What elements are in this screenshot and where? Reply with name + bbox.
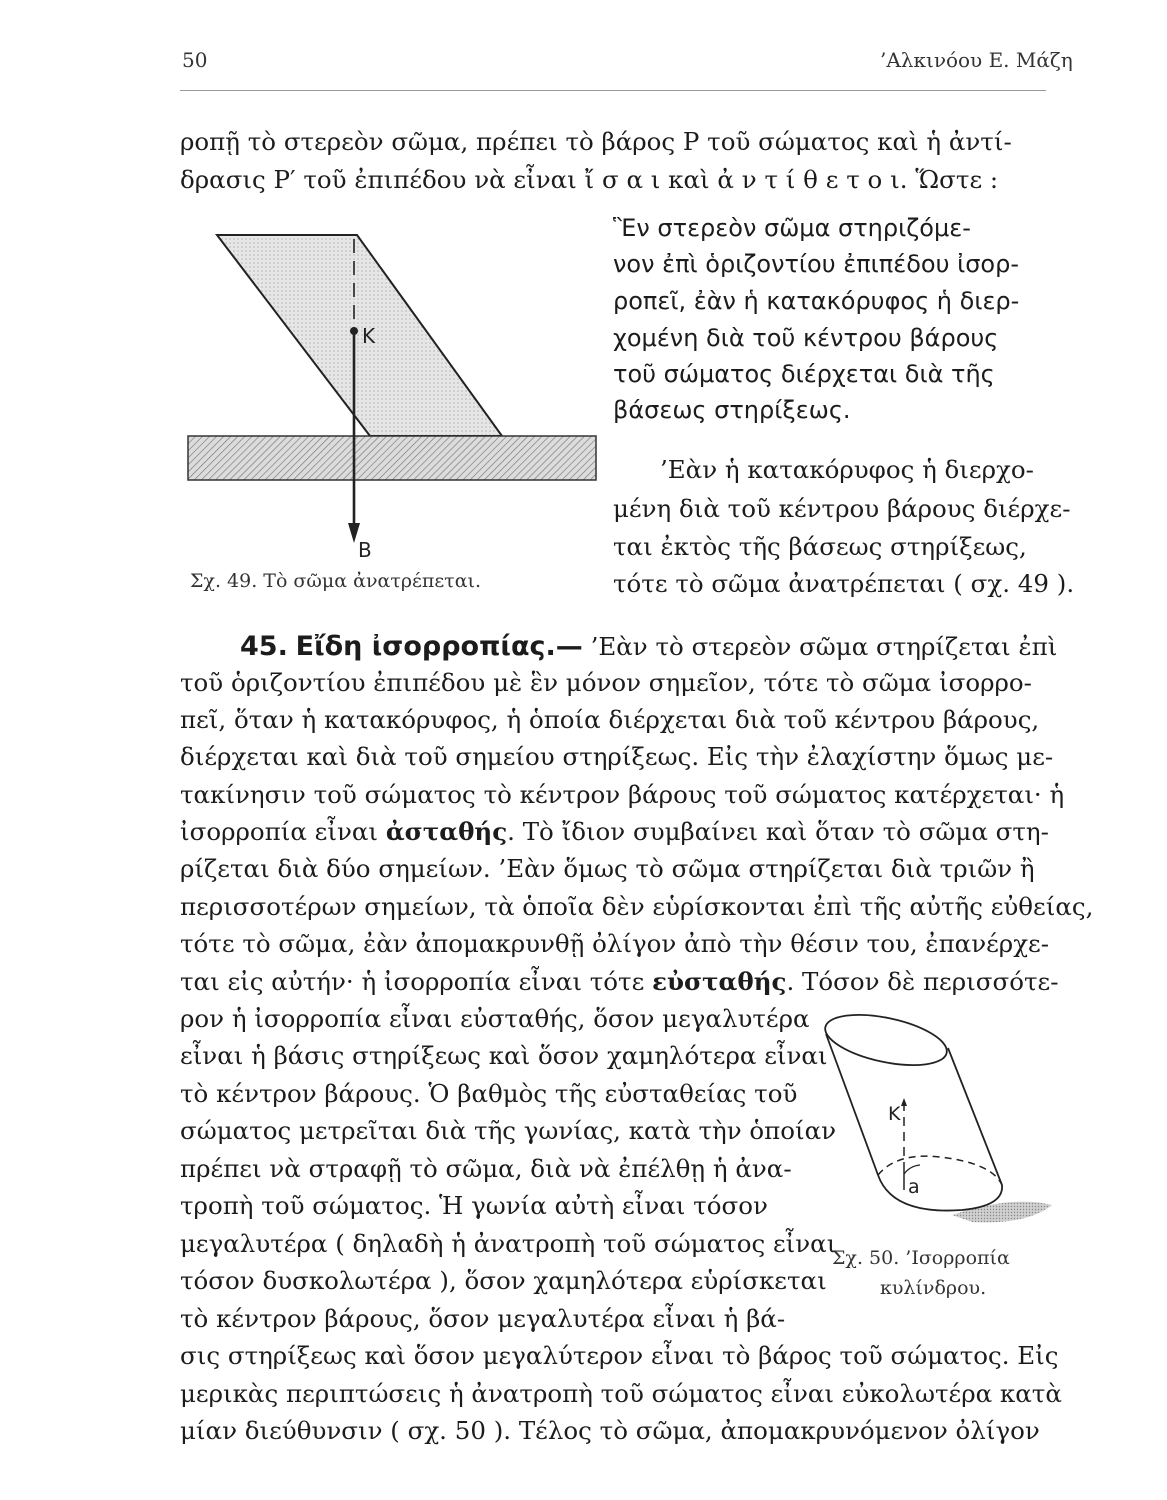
body-line: ρίζεται διὰ δύο σημείων. ’Εὰν ὅμως τὸ σῶμα στηρίζεται διὰ τριῶν ἢ	[180, 854, 1035, 883]
section-45-heading-line	[240, 633, 1057, 660]
body-line: μίαν διεύθυνσιν ( σχ. 50 ). Τέλος τὸ σῶμα, ἀπομακρυνόμενον ὀλίγον	[180, 1416, 1040, 1445]
ground-shadow	[952, 1202, 1052, 1223]
term-stable: εὐσταθής	[652, 967, 787, 996]
slanted-body	[217, 235, 502, 436]
body-line-unstable	[180, 817, 1049, 846]
body-line: μερικὰς περιπτώσεις ἡ ἀνατροπὴ τοῦ σώματος εἶναι εὐκολωτέρα κατὰ	[180, 1379, 1062, 1408]
center-of-mass-point	[350, 327, 358, 335]
rule-line: ροπεῖ, ἐὰν ἡ κατακόρυφος ἡ διερ-	[613, 287, 1020, 315]
rule-line: χομένη διὰ τοῦ κέντρου βάρους	[613, 324, 999, 352]
cylinder-side-right	[948, 1048, 1002, 1185]
text-run: . Τὸ ἴδιον συμβαίνει καὶ ὅταν τὸ σῶμα στη-	[507, 817, 1049, 846]
figure-50-caption-line2: κυλίνδρου.	[880, 1277, 987, 1299]
label-k: K	[888, 1103, 901, 1125]
running-title: ’Αλκινόου Ε. Μάζη	[880, 48, 1073, 72]
body-line: τὸ κέντρον βάρους. Ὁ βαθμὸς τῆς εὐσταθείας τοῦ	[180, 1079, 798, 1108]
cylinder-top	[821, 1010, 951, 1074]
cylinder-bottom-front	[878, 1175, 1002, 1211]
section-number: 45.	[240, 631, 288, 662]
body-line: μεγαλυτέρα ( δηλαδὴ ἡ ἀνατροπὴ τοῦ σώματος εἶναι	[180, 1229, 837, 1258]
rule-line: τοῦ σώματος διέρχεται διὰ τῆς	[613, 360, 995, 388]
term-unstable: ἀσταθής	[385, 817, 508, 846]
body-line: τότε τὸ σῶμα, ἐὰν ἀπομακρυνθῇ ὀλίγον ἀπὸ τὴν θέσιν του, ἐπανέρχε-	[180, 929, 1050, 958]
body-line: εἶναι ἡ βάσις στηρίξεως καὶ ὅσον χαμηλότερα εἶναι	[180, 1041, 828, 1070]
section-title: Εἴδη ἰσορροπίας.—	[295, 631, 583, 662]
figure-50-diagram	[812, 1010, 1062, 1250]
angle-arc	[904, 1165, 920, 1174]
page-number: 50	[182, 48, 208, 72]
section-first-line-rest: ’Εὰν τὸ στερεὸν σῶμα στηρίζεται ἐπὶ	[590, 632, 1058, 661]
body-line: σις στηρίξεως καὶ ὅσον μεγαλύτερον εἶναι τὸ βάρος τοῦ σώματος. Εἰς	[180, 1341, 1059, 1370]
body-line: τροπὴ τοῦ σώματος. Ἡ γωνία αὐτὴ εἶναι τόσον	[180, 1191, 768, 1220]
label-k: K	[362, 324, 376, 348]
label-a: a	[908, 1176, 920, 1198]
right-line: τότε τὸ σῶμα ἀνατρέπεται ( σχ. 49 ).	[613, 569, 1075, 598]
body-line: περισσοτέρων σημείων, τὰ ὁποῖα δὲν εὑρίσκονται ἐπὶ τῆς αὐτῆς εὐθείας,	[180, 892, 1094, 921]
right-line: ’Εὰν ἡ κατακόρυφος ἡ διερχο-	[660, 455, 1034, 484]
body-line: τακίνησιν τοῦ σώματος τὸ κέντρον βάρους τοῦ σώματος κατέρχεται· ἡ	[180, 780, 1065, 809]
intro-line: ροπῇ τὸ στερεὸν σῶμα, πρέπει τὸ βάρος P τοῦ σώματος καὶ ἡ ἀντί-	[180, 127, 1012, 156]
rule-line: νον ἐπὶ ὁριζοντίου ἐπιπέδου ἰσορ-	[613, 250, 1020, 278]
intro-line: δρασις P′ τοῦ ἐπιπέδου νὰ εἶναι ἴ σ α ι καὶ ἀ ν τ ί θ ε τ ο ι. Ὥστε :	[180, 165, 999, 194]
cylinder-bottom-back	[878, 1156, 1002, 1185]
header-rule	[180, 90, 1046, 91]
right-line: μένη διὰ τοῦ κέντρου βάρους διέρχε-	[613, 494, 1071, 523]
rule-line: Ἓν στερεὸν σῶμα στηριζόμε-	[613, 214, 971, 242]
right-line: ται ἐκτὸς τῆς βάσεως στηρίξεως,	[613, 532, 1027, 561]
body-line: τόσον δυσκολωτέρα ), ὅσον χαμηλότερα εὑρίσκεται	[180, 1266, 827, 1295]
body-line: πεῖ, ὅταν ἡ κατακόρυφος, ἡ ὁποία διέρχεται διὰ τοῦ κέντρου βάρους,	[180, 705, 1040, 734]
figure-50-caption-line1: Σχ. 50. ’Ισορροπία	[832, 1247, 1010, 1269]
rule-line: βάσεως στηρίξεως.	[613, 396, 851, 424]
body-line: διέρχεται καὶ διὰ τοῦ σημείου στηρίξεως. Εἰς τὴν ἐλαχίστην ὅμως με-	[180, 742, 1054, 771]
text-run: . Τόσον δὲ περισσότε-	[786, 967, 1059, 996]
body-line: ρον ἡ ἰσορροπία εἶναι εὐσταθής, ὅσον μεγαλυτέρα	[180, 1004, 810, 1033]
label-b: B	[358, 538, 372, 562]
body-line: σώματος μετρεῖται διὰ τῆς γωνίας, κατὰ τὴν ὁποίαν	[180, 1116, 837, 1145]
ground-plane	[188, 436, 596, 480]
k-arrowhead	[901, 1098, 907, 1106]
figure-49-diagram	[180, 225, 600, 565]
body-line: πρέπει νὰ στραφῇ τὸ σῶμα, διὰ νὰ ἐπέλθῃ ἡ ἀνα-	[180, 1154, 792, 1183]
body-line-stable	[180, 967, 1059, 996]
text-run: ται εἰς αὐτήν· ἡ ἰσορροπία εἶναι τότε	[180, 967, 653, 996]
body-line: τὸ κέντρον βάρους, ὅσον μεγαλυτέρα εἶναι ἡ βά-	[180, 1304, 786, 1333]
figure-49-caption: Σχ. 49. Τὸ σῶμα ἀνατρέπεται.	[190, 570, 482, 592]
text-run: ἰσορροπία εἶναι	[180, 817, 386, 846]
body-line: τοῦ ὁριζοντίου ἐπιπέδου μὲ ἓν μόνον σημεῖον, τότε τὸ σῶμα ἰσορρο-	[180, 668, 1032, 697]
